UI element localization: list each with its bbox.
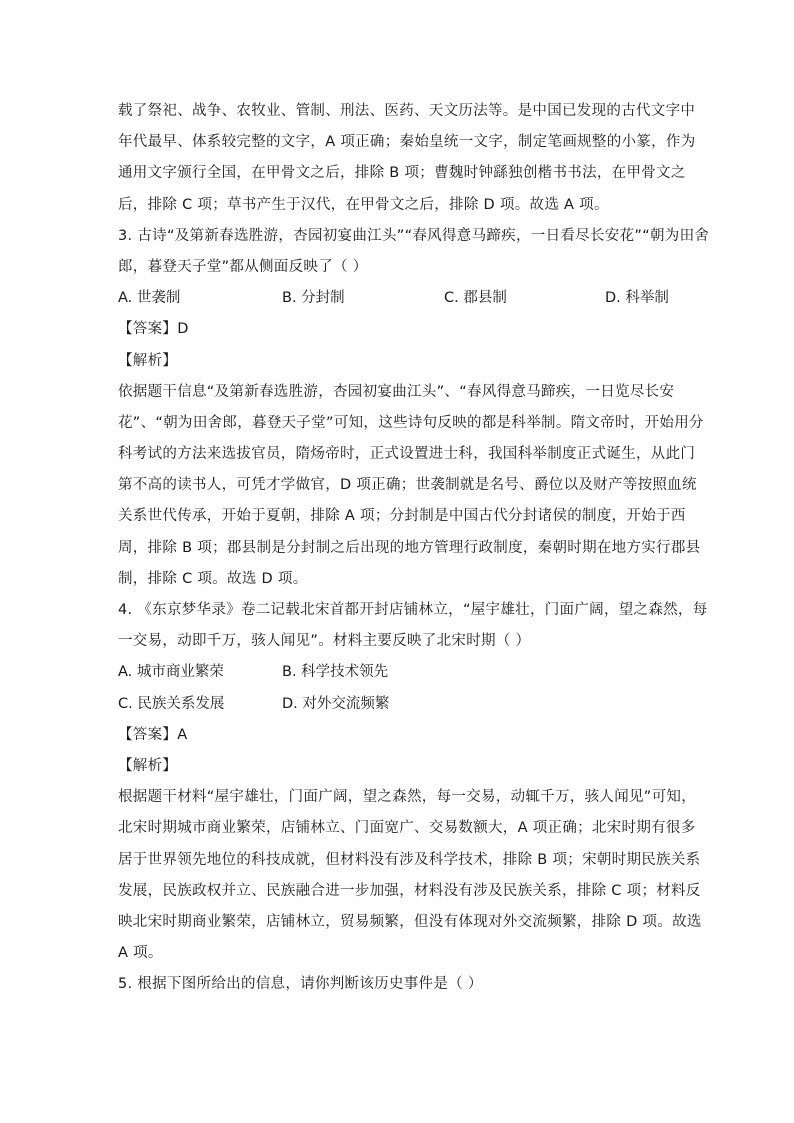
analysis-line: 科考试的方法来选拔官员，隋炀帝时，正式设置进士科，我国科举制度正式诞生，从此门 [118, 446, 696, 463]
text-line: 年代最早、体系较完整的文字，A 项正确；秦始皇统一文字，制定笔画规整的小篆，作为 [118, 134, 696, 151]
analysis-line: 北宋时期城市商业繁荣，店铺林立、门面宽广、交易数额大，A 项正确；北宋时期有很多 [118, 820, 696, 837]
analysis-line: 依据题干信息“及第新春选胜游，杏园初宴曲江头”、“春风得意马蹄疾，一日览尽长安 [118, 383, 675, 400]
document-page [118, 96, 710, 1000]
question-4-options-row-1 [118, 657, 678, 688]
answer-label: 【答案】A [118, 726, 188, 743]
question-5-stem: 5. 根据下图所给出的信息，请你判断该历史事件是（ ） [118, 976, 483, 993]
question-4-stem: 4. 《东京梦华录》卷二记载北宋首都开封店铺林立，“屋宇雄壮，门面广阔，望之森然，每 [118, 602, 708, 618]
question-4-options-row-2 [118, 689, 678, 720]
option-d: D. 对外交流频繁 [282, 695, 390, 712]
analysis-line: A 项。 [118, 945, 163, 962]
analysis-line: 制，排除 C 项。故选 D 项。 [118, 570, 308, 587]
analysis-label: 【解析】 [118, 757, 178, 774]
option-c: C. 民族关系发展 [118, 695, 225, 712]
analysis-line: 花”、“朝为田舍郎，暮登天子堂”可知，这些诗句反映的都是科举制。隋文帝时，开始用分 [118, 414, 704, 431]
text-line: 后，排除 C 项；草书产生于汉代，在甲骨文之后，排除 D 项。故选 A 项。 [118, 196, 609, 213]
analysis-line: 居于世界领先地位的科技成就，但材料没有涉及科学技术，排除 B 项；宋朝时期民族关系 [118, 851, 701, 868]
question-4-stem: 一交易，动即千万，骇人闻见”。材料主要反映了北宋时期（ ） [118, 633, 531, 650]
option-d: D. 科举制 [605, 290, 669, 307]
answer-label: 【答案】D [118, 321, 189, 338]
analysis-line: 根据题干材料“屋宇雄壮，门面广阔，望之森然，每一交易，动辄千万，骇人闻见”可知， [118, 789, 697, 806]
analysis-label: 【解析】 [118, 352, 178, 369]
text-line: 通用文字颁行全国，在甲骨文之后，排除 B 项；曹魏时钟繇独创楷书书法，在甲骨文之 [118, 165, 686, 182]
question-3-options [118, 283, 678, 314]
question-3-stem: 3. 古诗“及第新春选胜游，杏园初宴曲江头”“春风得意马蹄疾，一日看尽长安花”“朝为田舍 [118, 227, 710, 244]
option-a: A. 城市商业繁荣 [118, 664, 224, 681]
option-b: B. 分封制 [282, 290, 345, 307]
analysis-line: 周，排除 B 项；郡县制是分封制之后出现的地方管理行政制度，秦朝时期在地方实行郡县 [118, 539, 701, 556]
text-line: 载了祭祀、战争、农牧业、管制、刑法、医药、天文历法等。是中国已发现的古代文字中 [118, 103, 696, 119]
analysis-line: 第不高的读书人，可凭才学做官，D 项正确；世袭制就是名号、爵位以及财产等按照血统 [118, 477, 697, 494]
option-c: C. 郡县制 [444, 290, 507, 307]
option-a: A. 世袭制 [118, 290, 181, 307]
analysis-line: 发展，民族政权并立、民族融合进一步加强，材料没有涉及民族关系，排除 C 项；材料反 [118, 882, 701, 899]
analysis-line: 关系世代传承，开始于夏朝，排除 A 项；分封制是中国古代分封诸侯的制度，开始于西 [118, 508, 686, 525]
option-b: B. 科学技术领先 [282, 664, 389, 681]
question-3-stem: 郎，暮登天子堂”都从侧面反映了（ ） [118, 258, 368, 275]
analysis-line: 映北宋时期商业繁荣，店铺林立，贸易频繁，但没有体现对外交流频繁，排除 D 项。故选 [118, 913, 702, 930]
